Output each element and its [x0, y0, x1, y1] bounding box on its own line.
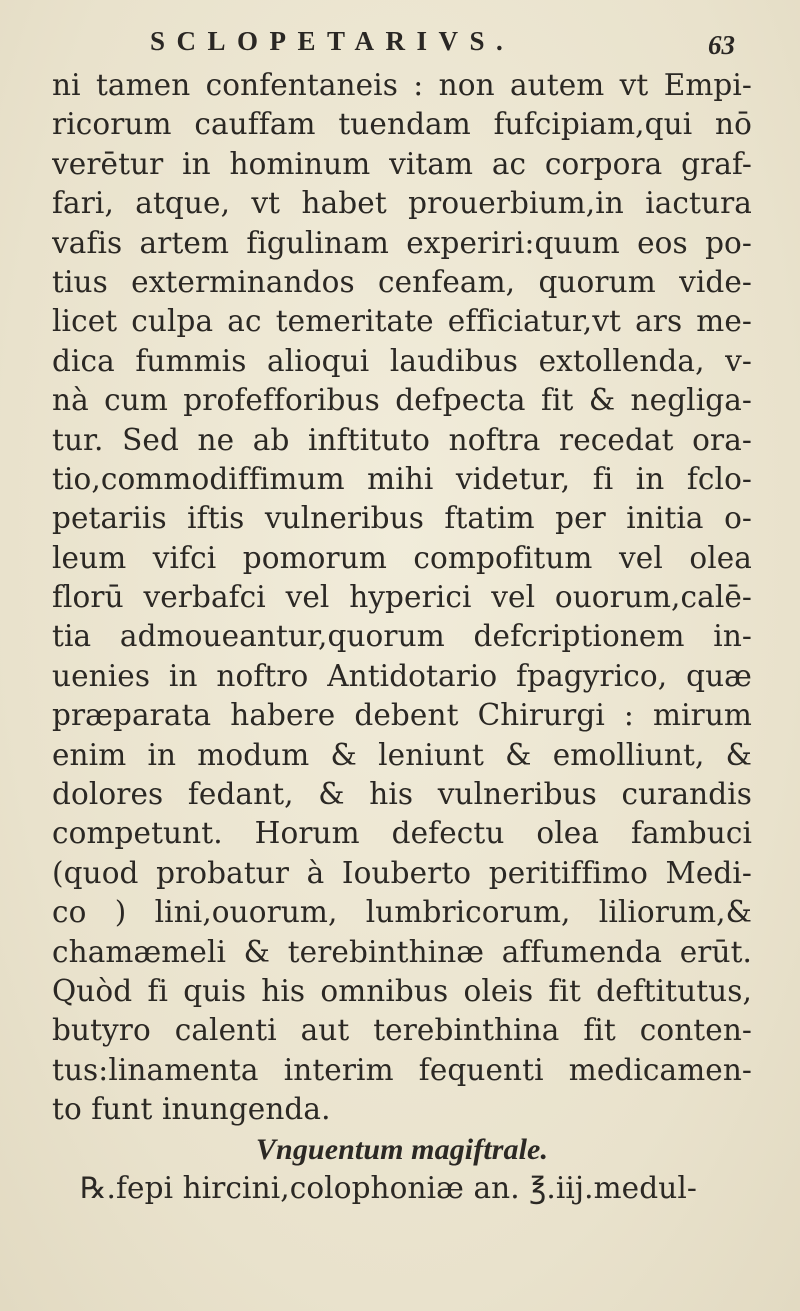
text-line: leum vifci pomorum compofitum vel olea [52, 540, 752, 575]
text-line: to funt inungenda. [52, 1092, 331, 1127]
text-line: tius exterminandos cenfeam, quorum vide- [52, 264, 752, 299]
text-line: tio,commodiffimum mihi videtur, fi in fclo- [52, 461, 752, 496]
recipe-line: ℞.fepi hircini,colophoniæ an. ℥.iij.medul- [80, 1170, 697, 1205]
text-line: Quòd fi quis his omnibus oleis fit deftitutus, [52, 973, 752, 1008]
text-line: dolores fedant, & his vulneribus curandis [52, 777, 752, 812]
text-line: (quod probatur à Iouberto peritiffimo Medi- [52, 855, 752, 890]
text-line: verētur in hominum vitam ac corpora graf- [52, 146, 752, 181]
text-line: petariis iftis vulneribus ftatim per initia o- [52, 501, 752, 536]
text-line: florū verbafci vel hyperici vel ouorum,calē- [52, 580, 752, 615]
text-line: tia admoueantur,quorum defcriptionem in- [52, 619, 752, 654]
text-line: nà cum profefforibus defpecta fit & negliga- [52, 383, 752, 418]
text-line: fari, atque, vt habet prouerbium,in iactura [52, 186, 752, 221]
text-line: ricorum cauffam tuendam fufcipiam,qui nō [52, 107, 752, 142]
recipe-heading: Vnguentum magiftrale. [255, 1132, 549, 1166]
text-line: co ) lini,ouorum, lumbricorum, liliorum,& [52, 895, 752, 930]
text-line: licet culpa ac temeritate efficiatur,vt ars me- [52, 304, 752, 339]
text-line: vafis artem figulinam experiri:quum eos po- [52, 225, 752, 260]
text-line: dica fummis alioqui laudibus extollenda, v- [52, 343, 752, 378]
page-number: 63 [708, 30, 735, 60]
text-line: tus:linamenta interim fequenti medicamen- [52, 1052, 752, 1087]
text-line: ni tamen confentaneis : non autem vt Empi- [52, 68, 752, 102]
body-text [52, 66, 752, 1208]
text-line: butyro calenti aut terebinthina fit conten- [52, 1013, 752, 1048]
text-line: chamæmeli & terebinthinæ affumenda erūt. [52, 934, 752, 969]
text-line: uenies in noftro Antidotario fpagyrico, quæ [52, 658, 752, 693]
text-line: enim in modum & leniunt & emolliunt, & [52, 737, 752, 772]
text-line: competunt. Horum defectu olea fambuci [52, 816, 752, 851]
text-line: præparata habere debent Chirurgi : mirum [52, 698, 752, 733]
text-line: tur. Sed ne ab inftituto noftra recedat ora- [52, 422, 752, 457]
page-header [0, 20, 800, 64]
running-head: SCLOPETARIVS. [150, 26, 515, 56]
